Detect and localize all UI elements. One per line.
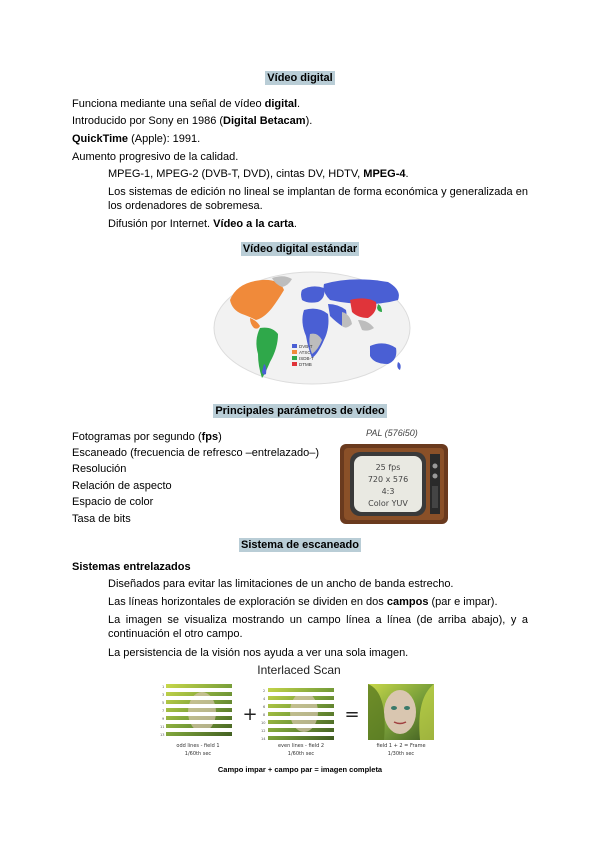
- intro-line-4: Aumento progresivo de la calidad.: [72, 151, 239, 163]
- world-map-image: [212, 270, 412, 392]
- tv-screen-line-3: 4:3: [381, 487, 395, 496]
- tv-screen-line-4: Color YUV: [368, 499, 408, 508]
- scan-line-4: La persistencia de la visión nos ayuda a ver una sola imagen.: [108, 647, 409, 659]
- section-title-video-digital: Vídeo digital: [267, 72, 333, 84]
- intro-sub-2: Los sistemas de edición no lineal se implantan de forma económica y generalizada en los ordenadores de sobremesa.: [108, 186, 528, 212]
- section-title-parametros: Principales parámetros de vídeo: [215, 405, 385, 417]
- field-1-image: [166, 684, 232, 740]
- tv-screen-line-1: 25 fps: [375, 463, 401, 472]
- tv-label: PAL (576i50): [366, 428, 418, 438]
- tv-figure: [338, 428, 450, 528]
- section-title-escaneado: Sistema de escaneado: [240, 539, 359, 551]
- param-aspecto: Relación de aspecto: [72, 480, 172, 492]
- intro-sub-1: MPEG-1, MPEG-2 (DVB-T, DVD), cintas DV, HDTV, MPEG-4.: [108, 168, 409, 180]
- legend-isdbt: ISDB-T: [299, 356, 314, 361]
- interlaced-scan-figure: [158, 662, 440, 762]
- intro-line-1: Funciona mediante una señal de vídeo digital.: [72, 98, 301, 110]
- interlace-title: Interlaced Scan: [257, 663, 341, 677]
- tv-screen-line-2: 720 x 576: [367, 475, 409, 484]
- svg-text:12: 12: [261, 729, 266, 733]
- svg-text:6: 6: [263, 705, 266, 709]
- legend-atsc: ATSC: [299, 350, 311, 355]
- field-1-label: odd lines - field 1: [176, 743, 220, 749]
- param-color: Espacio de color: [72, 496, 154, 508]
- tv-image: [338, 440, 450, 528]
- svg-text:2: 2: [263, 689, 266, 693]
- svg-text:14: 14: [261, 737, 266, 741]
- svg-text:9: 9: [162, 717, 165, 721]
- param-bits: Tasa de bits: [72, 513, 131, 525]
- scan-line-1: Diseñados para evitar las limitaciones de un ancho de banda estrecho.: [108, 578, 454, 590]
- interlaced-scan-image: [158, 662, 440, 762]
- frame-time: 1/30th sec: [387, 751, 415, 757]
- intro-line-2: Introducido por Sony en 1986 (Digital Betacam).: [72, 115, 313, 127]
- legend-dtmb: DTMB: [299, 362, 312, 367]
- intro-sub-3: Difusión por Internet. Vídeo a la carta.: [108, 218, 297, 230]
- world-map-figure: [212, 270, 412, 392]
- scan-line-2: Las líneas horizontales de exploración se dividen en dos campos (par e impar).: [108, 596, 498, 608]
- param-resolucion: Resolución: [72, 463, 127, 475]
- section-title-estandar: Vídeo digital estándar: [242, 243, 358, 255]
- svg-text:4: 4: [263, 697, 266, 701]
- subtitle-entrelazados: Sistemas entrelazados: [72, 561, 191, 573]
- svg-text:3: 3: [162, 693, 165, 697]
- intro-line-3: QuickTime (Apple): 1991.: [72, 133, 201, 145]
- equals-sign: =: [344, 704, 360, 725]
- svg-text:8: 8: [263, 713, 266, 717]
- field-1-time: 1/60th sec: [184, 751, 212, 757]
- svg-text:10: 10: [261, 721, 266, 725]
- scan-line-3: La imagen se visualiza mostrando un campo línea a línea (de arriba abajo), y a continuación el otro campo.: [108, 614, 528, 640]
- field-2-time: 1/60th sec: [287, 751, 315, 757]
- field-2-label: even lines - field 2: [277, 743, 325, 749]
- svg-text:13: 13: [160, 733, 165, 737]
- full-frame-image: [368, 684, 434, 740]
- svg-text:1: 1: [162, 685, 165, 689]
- param-escaneado: Escaneado (frecuencia de refresco –entrelazado–): [72, 447, 320, 459]
- svg-text:11: 11: [160, 725, 165, 729]
- plus-sign: +: [242, 704, 258, 725]
- figure-caption: Campo impar + campo par = imagen completa: [217, 765, 383, 774]
- svg-text:7: 7: [162, 709, 165, 713]
- frame-label: field 1 + 2 = Frame: [376, 743, 426, 749]
- svg-text:5: 5: [162, 701, 165, 705]
- legend-dvbt: DVB-T: [299, 344, 313, 349]
- field-2-image: [268, 684, 334, 740]
- param-fps: Fotogramas por segundo (fps): [72, 431, 222, 443]
